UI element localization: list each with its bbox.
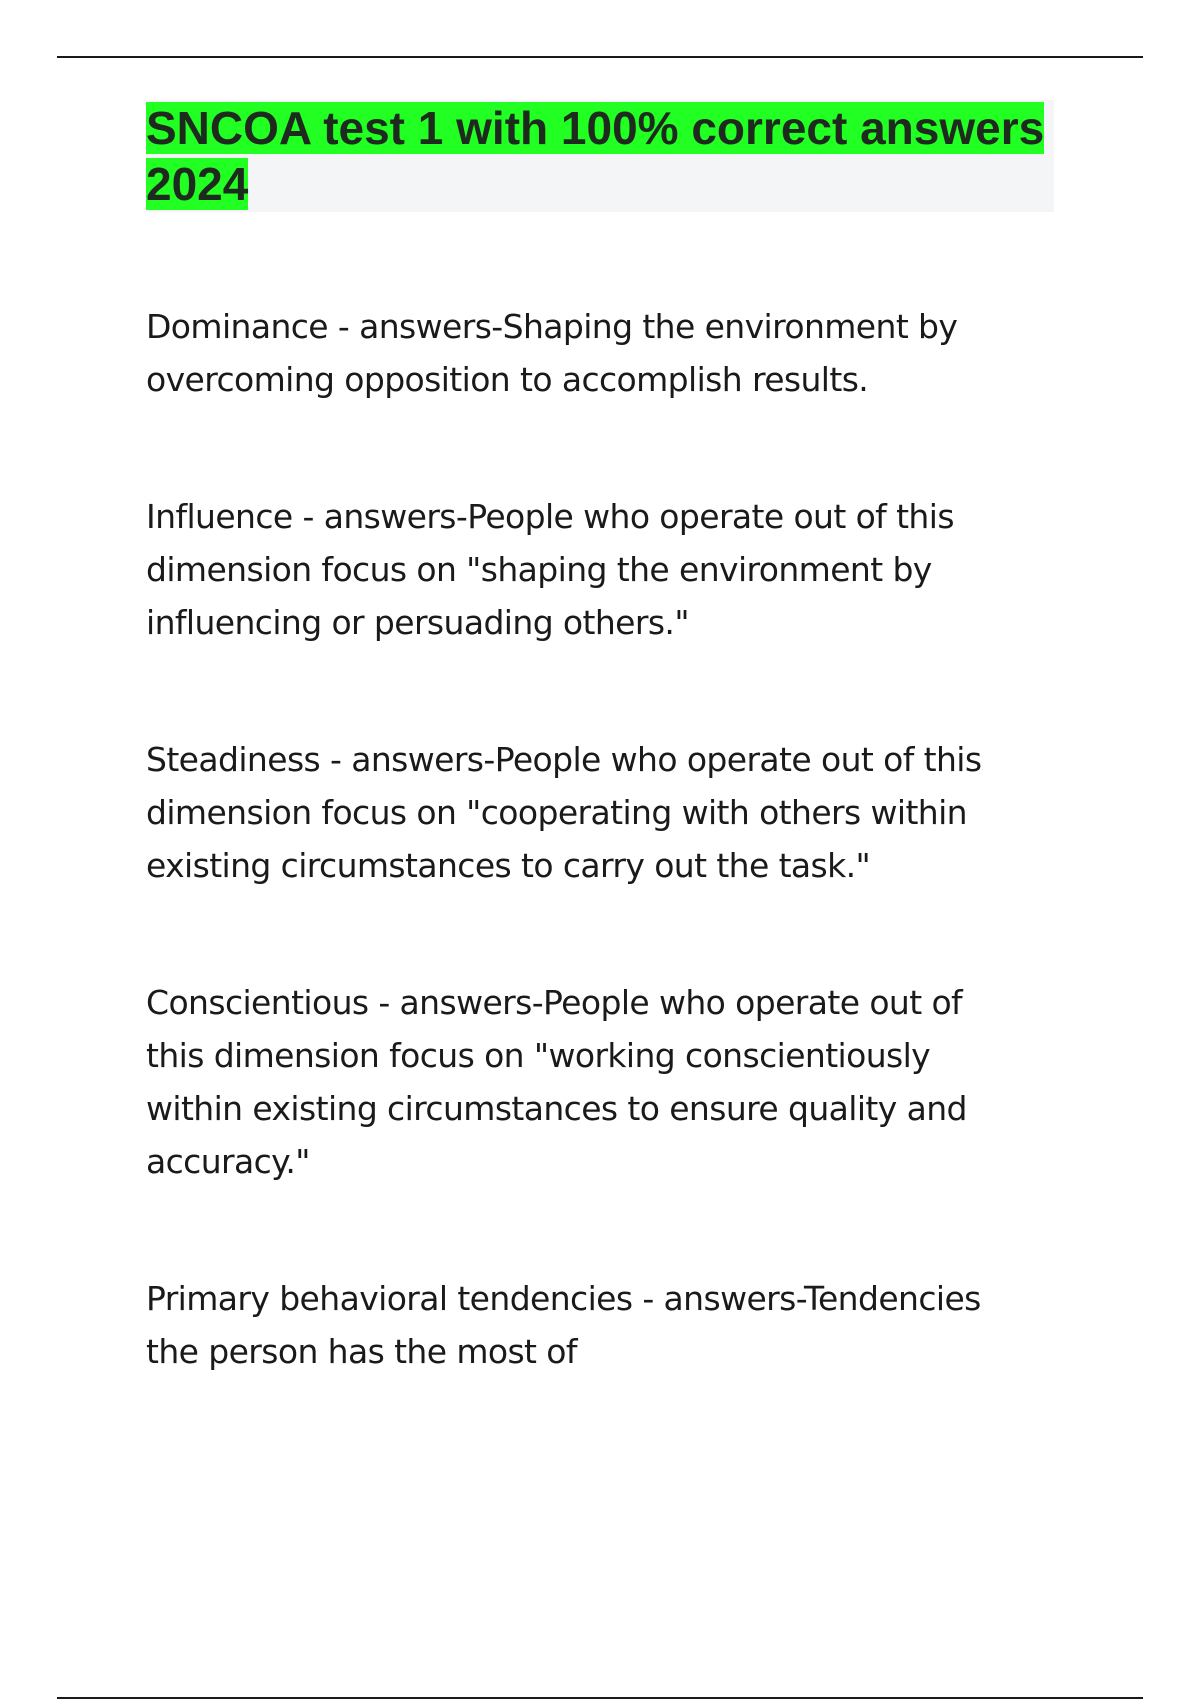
document-title <box>146 100 1054 212</box>
qa-entry-conscientious: Conscientious - answers-People who operate out of this dimension focus on "working conscientiously within existing circumstances to ensure quality and accuracy." <box>146 983 967 1181</box>
qa-entry-steadiness: Steadiness - answers-People who operate out of this dimension focus on "cooperating with others within existing circumstances to carry out the task." <box>146 740 982 885</box>
title-highlight: SNCOA test 1 with 100% correct answers 2024 <box>146 102 1045 210</box>
qa-entry-primary-tendencies: Primary behavioral tendencies - answers-Tendencies the person has the most of <box>146 1279 981 1371</box>
qa-list <box>146 300 1026 1378</box>
qa-entry-dominance: Dominance - answers-Shaping the environment by overcoming opposition to accomplish results. <box>146 307 958 399</box>
title-box <box>146 100 1054 212</box>
footer-rule <box>57 1697 1143 1699</box>
qa-entry-influence: Influence - answers-People who operate out of this dimension focus on "shaping the environment by influencing or persuading others." <box>146 497 954 642</box>
header-rule <box>57 56 1143 58</box>
